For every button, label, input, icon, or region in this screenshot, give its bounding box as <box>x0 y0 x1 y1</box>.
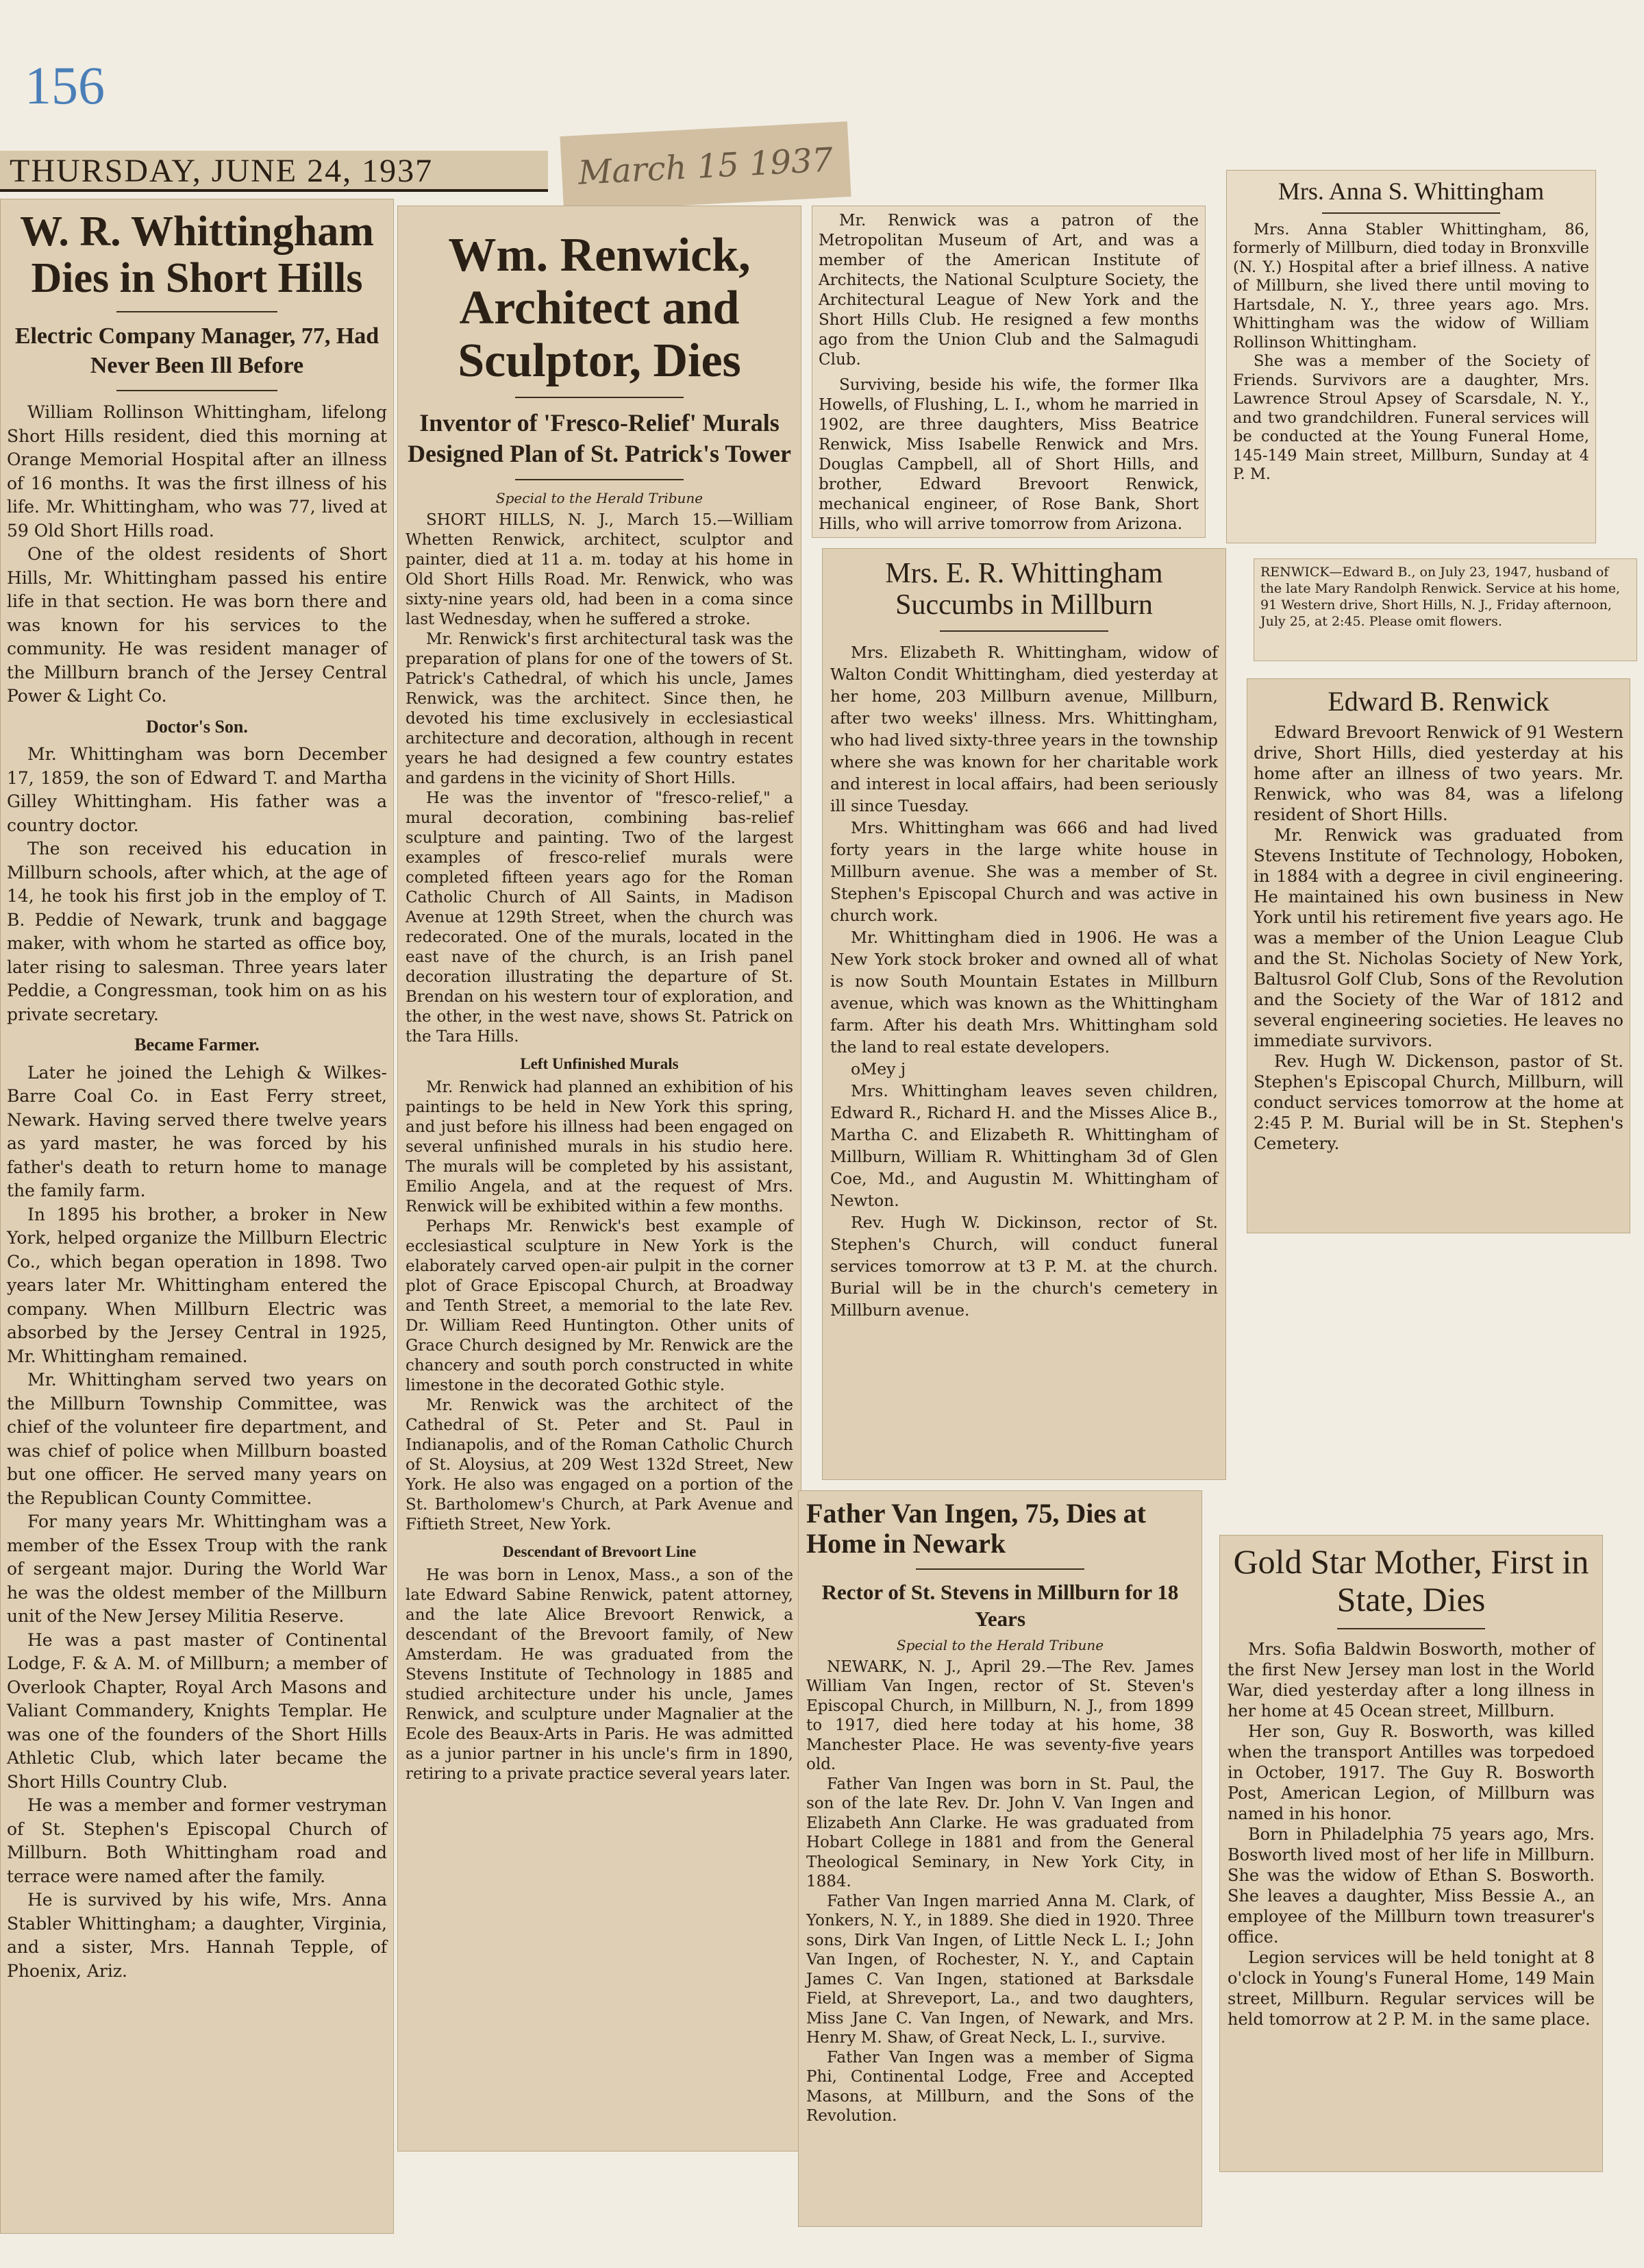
anna-whittingham-obituary <box>1226 170 1596 543</box>
article-body <box>819 211 1199 534</box>
paragraph: Mrs. Whittingham was 666 and had lived forty years in the large white house in Millburn avenue. She was a member of St. Stephen's Episcopal Church and was active in church work. <box>830 818 1218 926</box>
paragraph: For many years Mr. Whittingham was a member of the Essex Troup with the rank of sergeant major. During the World War he was the oldest member of the Millburn unit of the New Jersey Militia Reserve. <box>7 1512 387 1627</box>
paragraph: Father Van Ingen married Anna M. Clark, of Yonkers, N. Y., in 1889. She died in 1920. Three sons, Dirk Van Ingen, of Little Neck L. I.; John Van Ingen, of Rochester, N. Y., and Captain James C. Van Ingen, stationed at Barksdale Field, at Shreveport, La., and two daughters, Miss Jane C. Van Ingen, of Newark, and Mrs. Henry M. Shaw, of Great Neck, L. I., survive. <box>806 1892 1194 2047</box>
headline: Mrs. Anna S. Whittingham <box>1278 177 1545 205</box>
paragraph: Father Van Ingen was a member of Sigma Phi, Continental Lodge, Free and Accepted Masons, at Millburn, and the Sons of the Revolution. <box>806 2048 1194 2125</box>
paragraph: NEWARK, N. J., April 29.—The Rev. James William Van Ingen, rector of St. Steven's Episcopal Church, in Millburn, N. J., from 1899 to 1917, died here today at his home, 38 Manchester Place. He was seventy-five years old. <box>806 1657 1194 1773</box>
article-body <box>1254 722 1623 1154</box>
paragraph: In 1895 his brother, a broker in New York, helped organize the Millburn Electric Co., which began operation in 1898. Two years later Mr. Whittingham entered the company. When Millburn Electric was absorbed by the Jersey Central in 1925, Mr. Whittingham remained. <box>7 1204 387 1366</box>
headline: Edward B. Renwick <box>1328 686 1549 717</box>
paragraph: Mr. Whittingham died in 1906. He was a New York stock broker and owned all of what is now South Mountain Estates in Millburn avenue, which was known as the Whittingham farm. After his death Mrs. Whittingham sold the land to real estate developers. <box>830 928 1218 1057</box>
paragraph: He was a past master of Continental Lodge, F. & A. M. of Millburn; a member of Overlook Chapter, Royal Arch Masons and Valiant Commandery, Knights Templar. He was one of the founders of the Short Hills Athletic Club, which later became the Short Hills Country Club. <box>7 1629 387 1792</box>
divider <box>1337 1628 1485 1629</box>
paragraph: The son received his education in Millburn schools, after which, at the age of 14, he took his first job in the employ of T. B. Peddie of Newark, trunk and baggage maker, with whom he started as office boy, later rising to salesman. Three years later Peddie, a Congressman, took him on as his private secretary. <box>7 839 387 1024</box>
article-body <box>806 1657 1194 2126</box>
paragraph: oMey j <box>851 1059 906 1079</box>
paragraph: Mr. Renwick had planned an exhibition of his paintings to be held in New York this spring, and just before his illness had been engaged on several unfinished murals in his studio here. The murals will be completed by his assistant, Emilio Angela, and at the request of Mrs. Renwick will be exhibited within a few months. <box>406 1078 793 1216</box>
subhead: Became Farmer. <box>134 1035 260 1055</box>
paragraph: Later he joined the Lehigh & Wilkes-Barre Coal Co. in East Ferry street, Newark. Having served there twelve years as yard master, he was forced by his father's death to return home to manage the family farm. <box>7 1062 387 1201</box>
paragraph: Mrs. Sofia Baldwin Bosworth, mother of the first New Jersey man lost in the World War, died yesterday after a long illness in her home at 45 Ocean street, Millburn. <box>1228 1640 1595 1721</box>
paragraph: Rev. Hugh W. Dickenson, pastor of St. Stephen's Episcopal Church, Millburn, will conduct services tomorrow at the home at 2:45 P. M. Burial will be in St. Stephen's Cemetery. <box>1254 1051 1623 1153</box>
paragraph: Edward Brevoort Renwick of 91 Western drive, Short Hills, died yesterday at his home after an illness of two years. Mr. Renwick, who was 84, was a lifelong resident of Short Hills. <box>1254 722 1623 824</box>
notice-text: RENWICK—Edward B., on July 23, 1947, husband of the late Mary Randolph Renwick. Service at his home, 91 Western drive, Short Hills, N. J., Friday afternoon, July 25, at 2:45. Please omit flowers. <box>1260 565 1621 629</box>
divider <box>515 397 684 398</box>
paragraph: Rev. Hugh W. Dickinson, rector of St. Stephen's Church, will conduct funeral services tomorrow at t3 P. M. at the church. Burial will be in the church's cemetery in Millburn avenue. <box>830 1213 1218 1320</box>
subhead: Doctor's Son. <box>146 716 248 737</box>
paragraph: One of the oldest residents of Short Hills, Mr. Whittingham passed his entire life in that section. He was born there and was known for his services to the community. He was resident manager of the Millburn branch of the Jersey Central Power & Light Co. <box>7 544 387 706</box>
deck: Electric Company Manager, 77, Had Never Been Ill Before <box>14 323 379 378</box>
paragraph: Mr. Renwick was a patron of the Metropolitan Museum of Art, and was a member of the American Institute of Architects, the National Sculpture Society, the Architectural League of New York and the Short Hills Club. He resigned a few months ago from the Union Club and the Salmagudi Club. <box>819 212 1199 369</box>
credit-line: Special to the Herald Tribune <box>896 1636 1104 1653</box>
paragraph: Mr. Renwick was the architect of the Cathedral of St. Peter and St. Paul in Indianapolis, and of the Roman Catholic Church of St. Aloysius, at 209 West 132d Street, New York. He also was engaged on a portion of the St. Bartholomew's Church, at Park Avenue and Fiftieth Street, New York. <box>406 1396 793 1533</box>
paragraph: Mr. Renwick was graduated from Stevens Institute of Technology, Hoboken, in 1884 with a degree in civil engineering. He maintained his own business in New York until his retirement five years ago. He was a member of the Union League Club and the St. Nicholas Society of New York, Baltusrol Golf Club, Sons of the Revolution and the Society of the War of 1812 and several engineering societies. He leaves no immediate survivors. <box>1254 825 1623 1050</box>
paragraph: Perhaps Mr. Renwick's best example of ecclesiastical sculpture in New York is the elaborately carved open-air pulpit in the corner plot of Grace Episcopal Church, at Broadway and Tenth Street, a memorial to the late Rev. Dr. William Reed Huntington. Other units of Grace Church designed by Mr. Renwick are the chancery and south porch constructed in white limestone in the decorated Gothic style. <box>406 1218 793 1394</box>
paragraph: He was the inventor of "fresco-relief," a mural decoration, combining bas-relief sculpture and painting. Two of the largest examples of fresco-relief murals were completed fifteen years ago for the Roman Catholic Church of All Saints, in Madison Avenue at 129th Street, when the church was redecorated. One of the murals, located in the east nave of the church, is an Irish panel decoration illustrating the departure of St. Brendan on his western tour of exploration, and the other, in the west nave, shows St. Patrick on the Tara Hills. <box>406 789 793 1046</box>
paragraph: Mr. Renwick's first architectural task was the preparation of plans for one of the towers of St. Patrick's Cathedral, of which his uncle, James Renwick, was the architect. Since then, he devoted his time exclusively in ecclesiastical architecture and decoration, although in recent years he had designed a few country estates and gardens in the vicinity of Short Hills. <box>406 630 793 787</box>
paragraph: Father Van Ingen was born in St. Paul, the son of the late Rev. Dr. John V. Van Ingen and Elizabeth Ann Clarke. He was graduated from Hobart College in 1881 and from the General Theological Seminary, in New York City, in 1884. <box>806 1775 1194 1890</box>
paragraph: Mr. Whittingham was born December 17, 1859, the son of Edward T. and Martha Gilley Whittingham. His father was a country doctor. <box>7 744 387 835</box>
article-body <box>406 510 793 1784</box>
headline: W. R. Whittingham Dies in Short Hills <box>20 208 374 302</box>
renwick-obituary <box>397 206 801 2152</box>
paragraph: Mrs. Elizabeth R. Whittingham, widow of Walton Condit Whittingham, died yesterday at her home, 203 Millburn avenue, Millburn, after two weeks' illness. Mrs. Whittingham, who had lived sixty-three years in the township where she was known for her charitable work and interest in local affairs, had been seriously ill since Tuesday. <box>830 643 1218 816</box>
headline: Wm. Renwick, Architect and Sculptor, Dies <box>448 229 751 387</box>
paragraph: He is survived by his wife, Mrs. Anna Stabler Whittingham; a daughter, Virginia, and a sister, Mrs. Hannah Tepple, of Phoenix, Ariz. <box>7 1890 387 1981</box>
article-body <box>1228 1639 1595 2030</box>
renwick-death-notice <box>1254 558 1637 661</box>
article-body <box>7 401 387 1983</box>
credit-line: Special to the Herald Tribune <box>495 490 703 506</box>
headline: Gold Star Mother, First in State, Dies <box>1233 1542 1589 1618</box>
van-ingen-obituary <box>798 1490 1202 2227</box>
subhead: Descendant of Brevoort Line <box>502 1543 697 1560</box>
handwritten-date: March 15 1937 <box>560 121 851 212</box>
headline: Father Van Ingen, 75, Dies at Home in Newark <box>806 1498 1146 1559</box>
paragraph: He was born in Lenox, Mass., a son of the late Edward Sabine Renwick, patent attorney, and the late Alice Brevoort Renwick, a descendant of the Brevoort family, of New Amsterdam. He was graduated from the Stevens Institute of Technology in 1885 and studied architecture under his uncle, James Renwick, and sculpture under Magnalier at the Ecole des Beaux-Arts in Paris. He was admitted as a junior partner in his uncle's firm in 1890, retiring to a private practice several years later. <box>406 1566 793 1783</box>
whittingham-obituary <box>0 199 394 2234</box>
paragraph: Mrs. Anna Stabler Whittingham, 86, formerly of Millburn, died today in Bronxville (N. Y.) Hospital after a brief illness. A native of Millburn, she lived there until moving to Hartsdale, N. Y., three years ago. Mrs. Whittingham was the widow of William Rollinson Whittingham. <box>1233 220 1589 352</box>
paragraph: Her son, Guy R. Bosworth, was killed when the transport Antilles was torpedoed in October, 1917. The Guy R. Bosworth Post, American Legion, of Millburn was named in his honor. <box>1228 1722 1595 1823</box>
divider <box>116 390 277 391</box>
deck: Inventor of 'Fresco-Relief' Murals Designed Plan of St. Patrick's Tower <box>407 409 791 467</box>
paragraph: He was a member and former vestryman of St. Stephen's Episcopal Church of Millburn. Both Whittingham road and terrace were named after the family. <box>7 1795 387 1886</box>
divider <box>940 630 1108 632</box>
edward-renwick-obituary <box>1247 678 1630 1233</box>
divider <box>515 479 684 480</box>
paragraph: She was a member of the Society of Friends. Survivors are a daughter, Mrs. Lawrence Stroul Apsey of Scarsdale, N. Y., and two grandchildren. Funeral services will be conducted at the Young Funeral Home, 145-149 Main street, Millburn, Sunday at 4 P. M. <box>1233 352 1589 484</box>
article-body <box>1233 221 1589 484</box>
headline: Mrs. E. R. Whittingham Succumbs in Millburn <box>885 558 1163 621</box>
paragraph: Legion services will be held tonight at 8 o'clock in Young's Funeral Home, 149 Main street, Millburn. Regular services will be held tomorrow at 2 P. M. in the same place. <box>1228 1948 1595 2029</box>
paragraph: Born in Philadelphia 75 years ago, Mrs. Bosworth lived most of her life in Millburn. She was the widow of Ethan S. Bosworth. She leaves a daughter, Miss Bessie A., an employee of the Millburn town treasurer's office. <box>1228 1825 1595 1947</box>
renwick-continuation <box>812 206 1206 538</box>
page-number: 156 <box>25 56 105 115</box>
divider <box>116 311 277 312</box>
article-body <box>830 641 1218 1321</box>
paragraph: SHORT HILLS, N. J., March 15.—William Whetten Renwick, architect, sculptor and painter, died at 11 a. m. today at his home in Old Short Hills Road. Mr. Renwick, who was sixty-nine years old, had been in a coma since last Wednesday, when he suffered a stroke. <box>406 511 793 628</box>
divider <box>916 1568 1084 1570</box>
divider <box>1322 212 1500 214</box>
er-whittingham-obituary <box>822 548 1226 1480</box>
bosworth-obituary <box>1219 1535 1603 2172</box>
paragraph: William Rollinson Whittingham, lifelong Short Hills resident, died this morning at Orange Memorial Hospital after an illness of 16 months. It was the first illness of his life. Mr. Whittingham, who was 77, lived at 59 Old Short Hills road. <box>7 402 387 541</box>
subhead: Left Unfinished Murals <box>520 1055 679 1072</box>
dateline: THURSDAY, JUNE 24, 1937 <box>0 151 548 192</box>
paragraph: Surviving, beside his wife, the former Ilka Howells, of Flushing, L. I., whom he married in 1902, are three daughters, Miss Beatrice Renwick, Miss Isabelle Renwick and Mrs. Douglas Campbell, all of Short Hills, and brother, Edward Brevoort Renwick, mechanical engineer, of Rose Bank, Short Hills, who will arrive tomorrow from Arizona. <box>819 376 1199 533</box>
paragraph: Mrs. Whittingham leaves seven children, Edward R., Richard H. and the Misses Alice B., Martha C. and Elizabeth R. Whittingham of Millburn, William R. Whittingham 3d of Glen Coe, Md., and Augustin M. Whittingham of Newton. <box>830 1081 1218 1211</box>
deck: Rector of St. Stevens in Millburn for 18 Years <box>821 1580 1179 1631</box>
paragraph: Mr. Whittingham served two years on the Millburn Township Committee, was chief of the volunteer fire department, and was chief of police when Millburn boasted but one officer. He served many years on the Republican County Committee. <box>7 1370 387 1508</box>
